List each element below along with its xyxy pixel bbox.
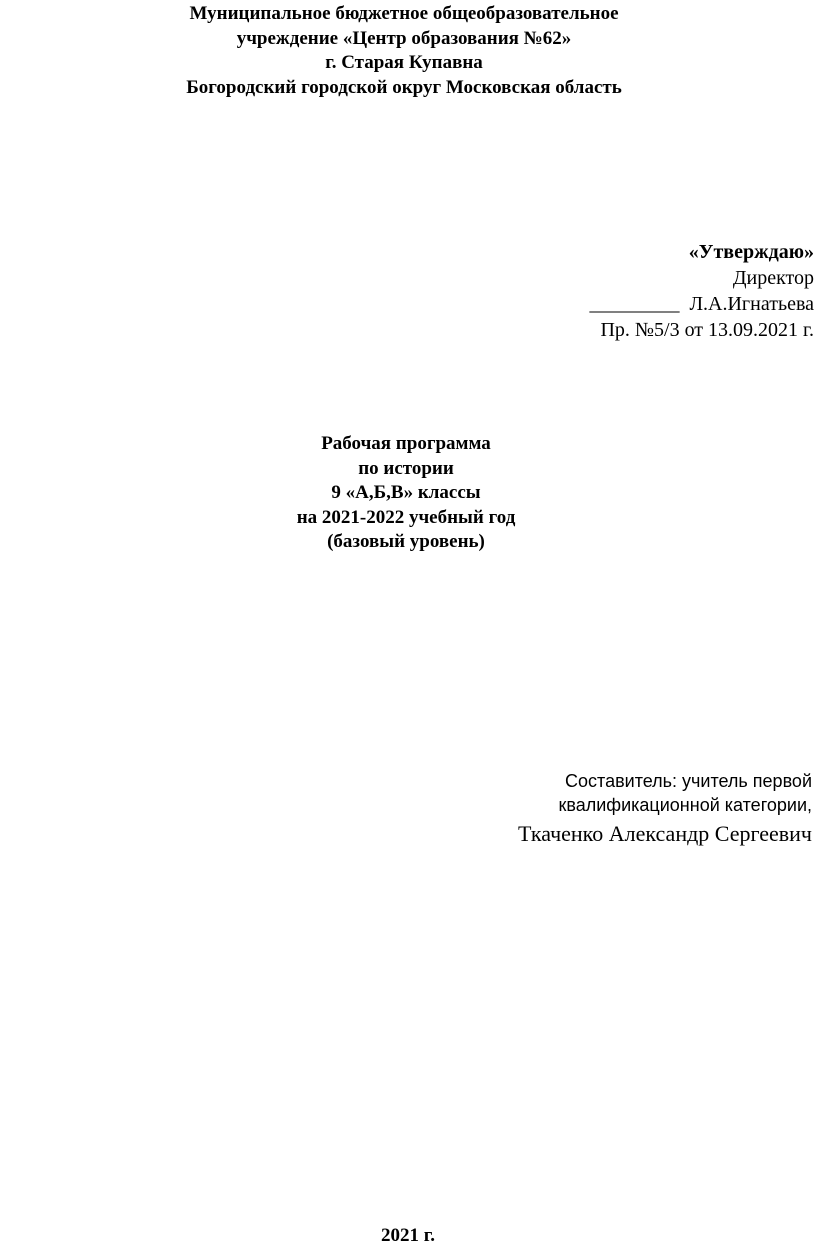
program-title-line: по истории [358, 457, 454, 479]
program-title-line: на 2021-2022 учебный год [296, 506, 516, 528]
school-header-line: Богородский городской округ Московская область [186, 76, 622, 98]
school-header-line: г. Старая Купавна [325, 52, 483, 73]
document-year: 2021 г. [381, 1225, 435, 1246]
approval-block [589, 239, 814, 343]
approval-position: Директор [732, 267, 814, 289]
program-title-line: (базовый уровень) [327, 531, 485, 552]
school-header [0, 2, 816, 100]
program-title-line: Рабочая программа [321, 433, 491, 454]
author-name: Ткаченко Александр Сергеевич [517, 821, 812, 846]
program-title-block [0, 432, 816, 555]
school-header-line: Муниципальное бюджетное общеобразовательное [189, 3, 619, 24]
author-block [518, 769, 812, 849]
program-title-line: 9 «А,Б,В» классы [331, 482, 481, 503]
school-header-line: учреждение «Центр образования №62» [236, 27, 572, 49]
approval-title: «Утверждаю» [688, 241, 814, 263]
approval-signature: _________ Л.А.Игнатьева [589, 293, 814, 315]
author-role-line: Составитель: учитель первой [565, 771, 812, 791]
author-role-line: квалификационной категории, [558, 795, 812, 815]
approval-order: Пр. №5/3 от 13.09.2021 г. [600, 319, 814, 341]
